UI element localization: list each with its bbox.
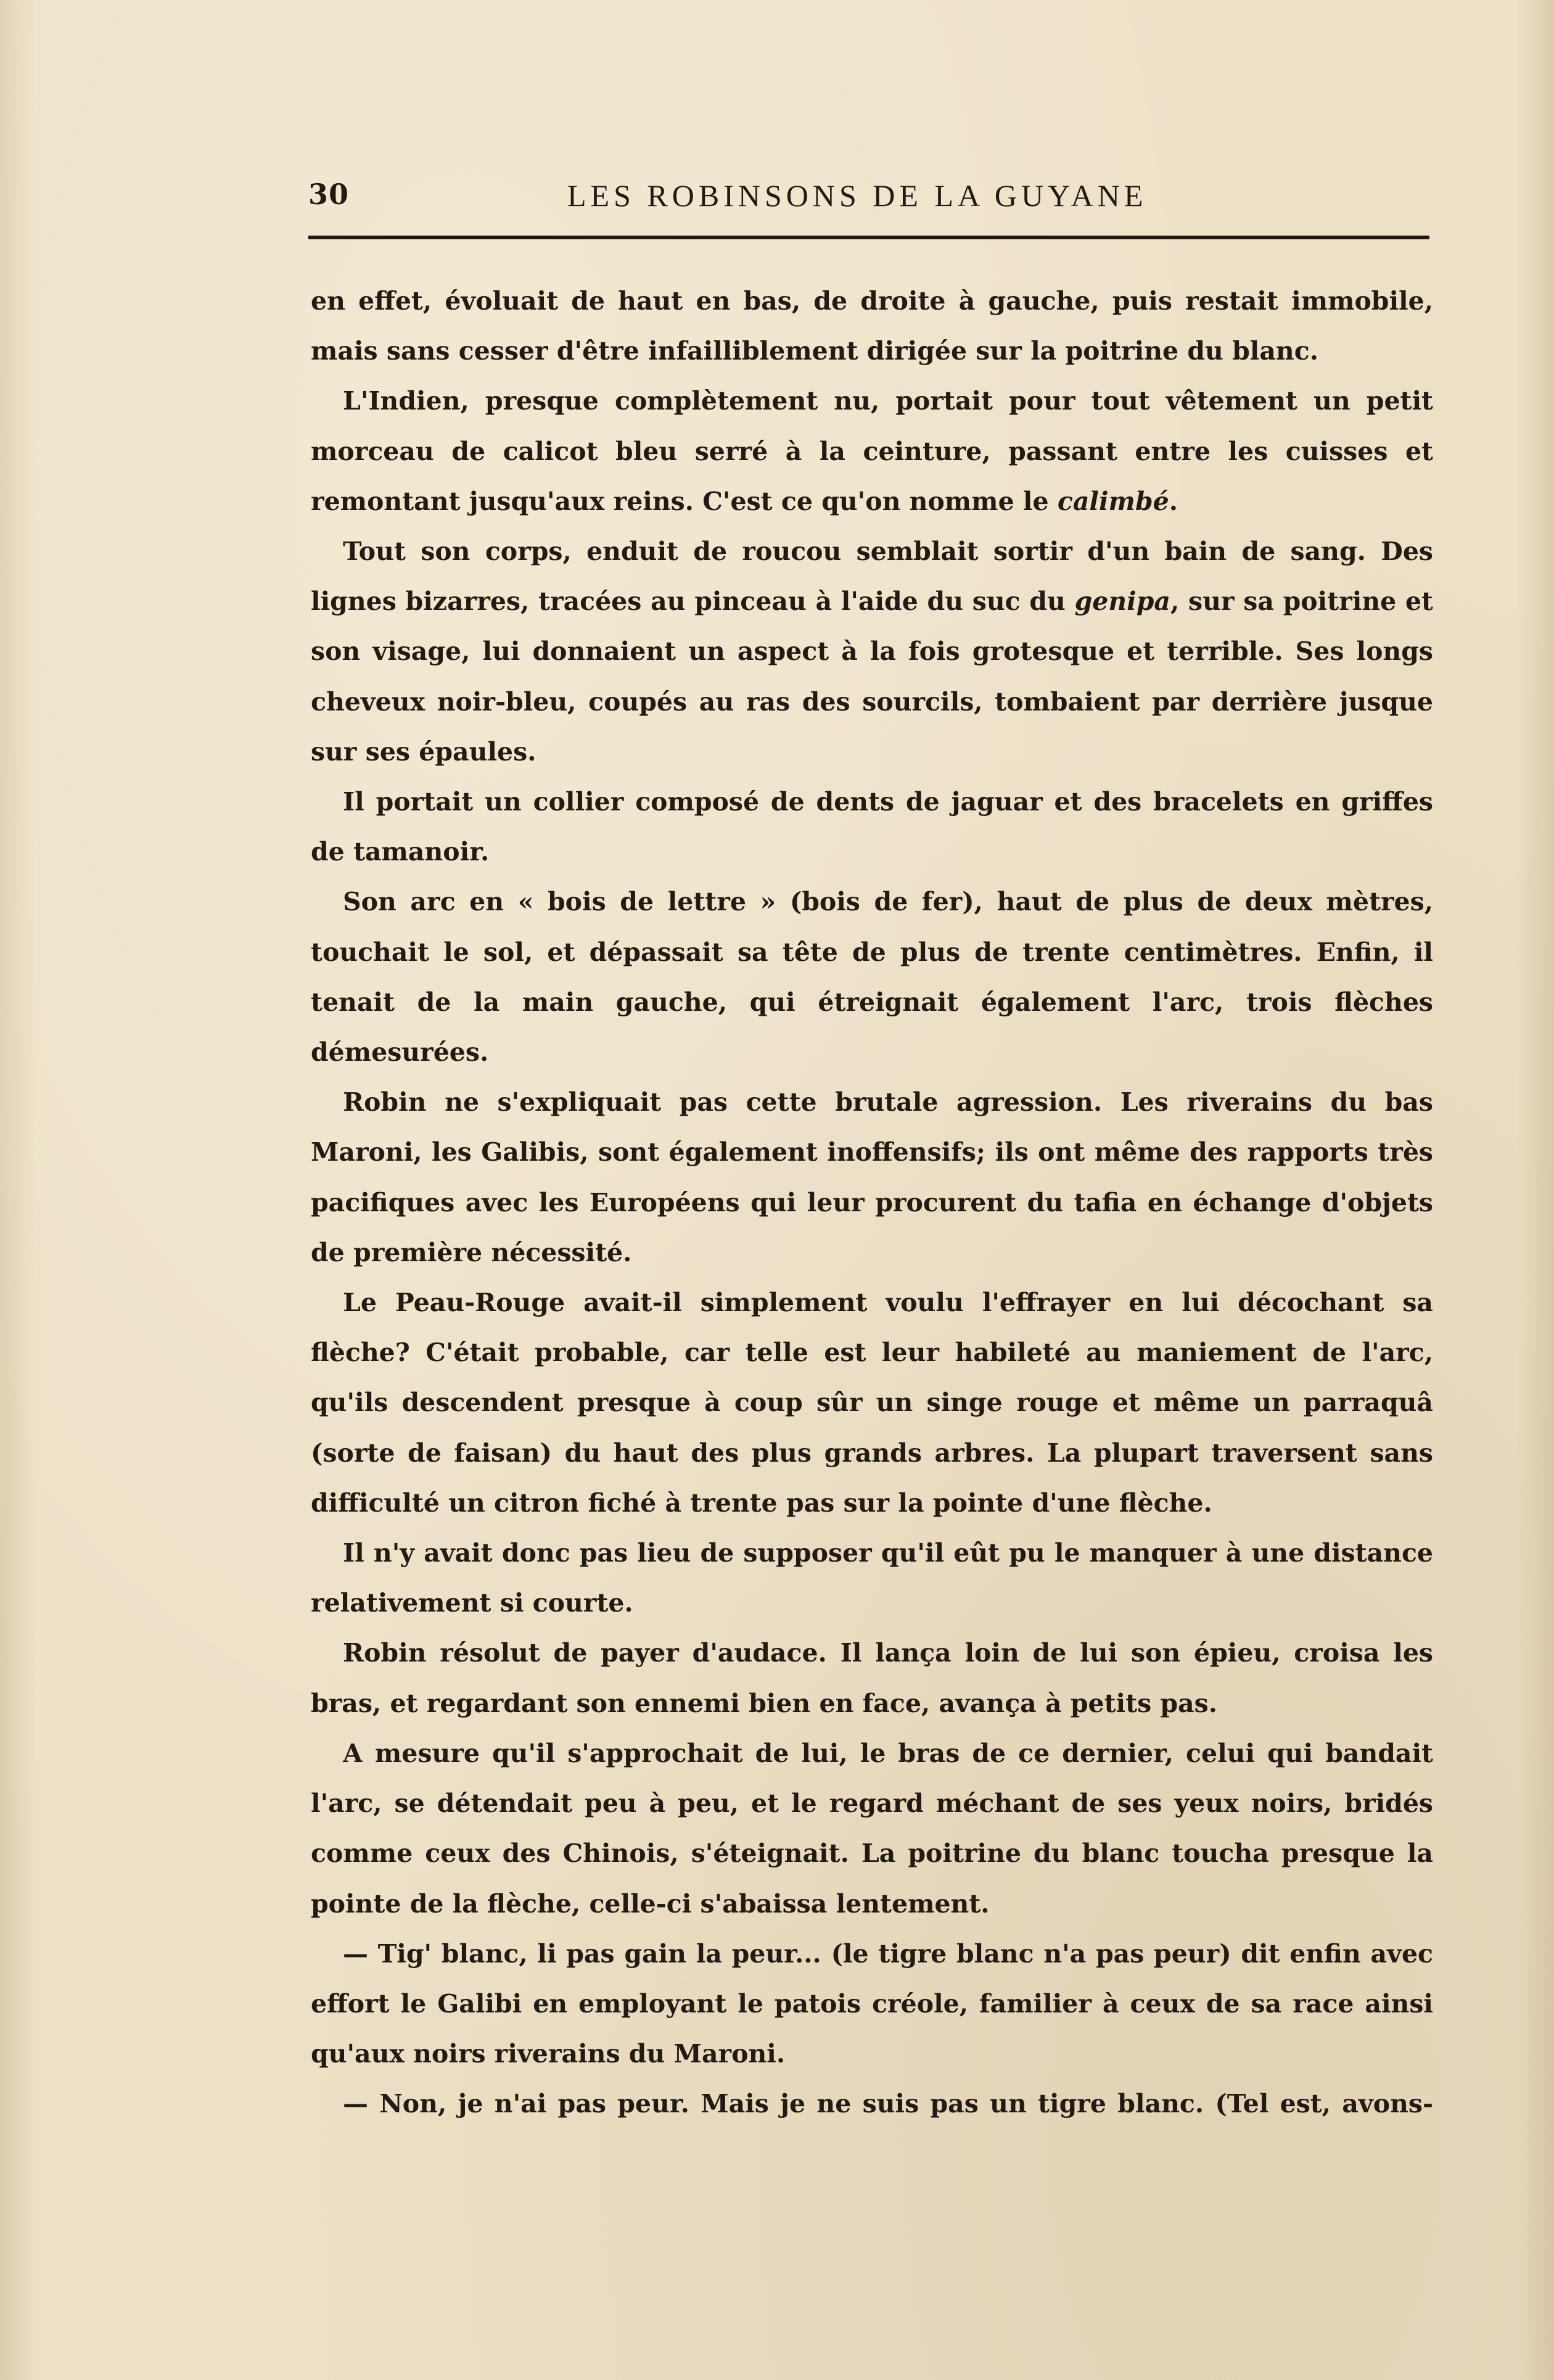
paragraph: — Tig' blanc, li pas gain la peur... (le tigre blanc n'a pas peur) dit enfin avec effort le Galibi en employant le patois créole, familier à ceux de sa race ainsi qu'aux noirs riverains du Maroni. <box>311 1938 1433 2069</box>
paragraph-text: , sur sa poitrine et son visage, lui donnaient un aspect à la fois grotesque et terrible. Ses longs cheveux noir-bleu, coupés au ras des sourcils, tombaient par derrière jusque sur ses épaules. <box>311 587 1433 767</box>
header-rule <box>308 236 1429 239</box>
running-title: LES ROBINSONS DE LA GUYANE <box>567 178 1148 213</box>
paragraph: Il n'y avait donc pas lieu de supposer qu'il eût pu le manquer à une distance relativement si courte. <box>311 1538 1433 1618</box>
italic-term: genipa <box>1074 587 1170 617</box>
paragraph-text: Tout son corps, enduit de roucou semblait sortir d'un bain de sang. Des lignes bizarres, tracées au pinceau à l'aide du suc du <box>311 537 1433 617</box>
paragraph: Robin résolut de payer d'audace. Il lança loin de lui son épieu, croisa les bras, et regardant son ennemi bien en face, avança à petits pas. <box>311 1638 1433 1718</box>
paragraph <box>311 527 1433 777</box>
paragraph: Robin ne s'expliquait pas cette brutale agression. Les riverains du bas Maroni, les Galibis, sont également inoffensifs; ils ont même des rapports très pacifiques avec les Européens qui leur procurent du tafia en échange d'objets de première nécessité. <box>311 1087 1433 1267</box>
body-text <box>311 276 1433 2130</box>
italic-term: calimbé <box>1057 486 1169 516</box>
page-header <box>308 171 1431 221</box>
paragraph: en effet, évoluait de haut en bas, de droite à gauche, puis restait immobile, mais sans cesser d'être infailliblement dirigée sur la poitrine du blanc. <box>311 286 1433 366</box>
paragraph-text: L'Indien, presque complètement nu, portait pour tout vêtement un petit morceau de calicot bleu serré à la ceinture, passant entre les cuisses et remontant jusqu'aux reins. C'est ce qu'on nomme le <box>311 386 1433 516</box>
paragraph: Son arc en « bois de lettre » (bois de fer), haut de plus de deux mètres, touchait le sol, et dépassait sa tête de plus de trente centimètres. Enfin, il tenait de la main gauche, qui étreignait également l'arc, trois flèches démesurées. <box>311 887 1433 1068</box>
paragraph: A mesure qu'il s'approchait de lui, le bras de ce dernier, celui qui bandait l'arc, se détendait peu à peu, et le regard méchant de ses yeux noirs, bridés comme ceux des Chinois, s'éteignait. La poitrine du blanc toucha presque la pointe de la flèche, celle-ci s'abaissa lentement. <box>311 1738 1433 1919</box>
page-number: 30 <box>308 178 350 211</box>
paragraph: — Non, je n'ai pas peur. Mais je ne suis pas un tigre blanc. (Tel est, avons- <box>343 2089 1433 2119</box>
paragraph: Il portait un collier composé de dents de jaguar et des bracelets en griffes de tamanoir. <box>311 787 1433 867</box>
paragraph: Le Peau-Rouge avait-il simplement voulu l'effrayer en lui décochant sa flèche? C'était probable, car telle est leur habileté au maniement de l'arc, qu'ils descendent presque à coup sûr un singe rouge et même un parraquâ (sorte de faisan) du haut des plus grands arbres. La plupart traversent sans difficulté un citron fiché à trente pas sur la pointe d'une flèche. <box>311 1288 1433 1518</box>
paragraph-text: . <box>1169 486 1178 516</box>
paragraph <box>311 376 1433 527</box>
